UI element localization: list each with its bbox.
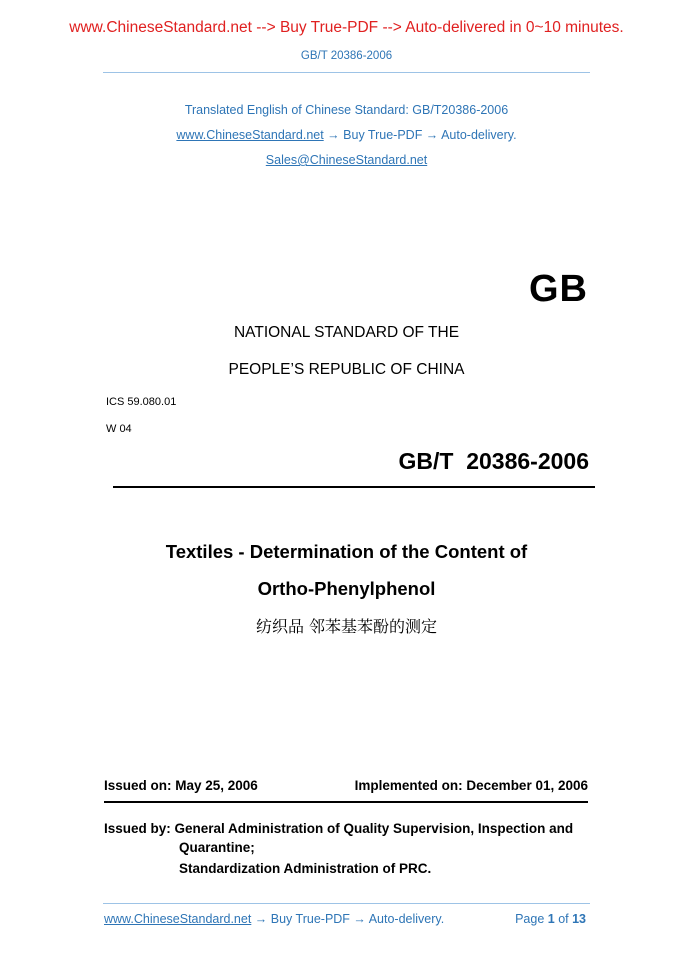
top-banner[interactable]: www.ChineseStandard.net --> Buy True-PDF --> Auto-delivered in 0~10 minutes. bbox=[69, 19, 624, 36]
page-indicator: Page 1 of 13 bbox=[515, 912, 586, 926]
footer bbox=[104, 912, 586, 926]
issued-by-block bbox=[104, 819, 604, 878]
issued-on: Issued on: May 25, 2006 bbox=[104, 778, 258, 793]
classification-code: W 04 bbox=[106, 423, 132, 435]
gb-logo: GB bbox=[529, 268, 588, 310]
translation-line: Translated English of Chinese Standard: GB/T20386-2006 bbox=[184, 103, 509, 117]
dates-rule bbox=[104, 801, 588, 803]
issued-by-line3: Standardization Administration of PRC. bbox=[179, 861, 432, 876]
email-link[interactable]: Sales@ChineseStandard.net bbox=[265, 153, 428, 167]
header-divider bbox=[103, 72, 590, 73]
title-line2: Ortho-Phenylphenol bbox=[257, 578, 436, 599]
national-standard-line1: NATIONAL STANDARD OF THE bbox=[233, 324, 460, 341]
ics-code: ICS 59.080.01 bbox=[106, 396, 177, 408]
email-line bbox=[0, 153, 693, 167]
footer-site-link[interactable]: www.ChineseStandard.net bbox=[104, 912, 252, 926]
translation-links-line bbox=[0, 128, 693, 142]
title-chinese: 纺织品 邻苯基苯酚的测定 bbox=[255, 617, 438, 636]
title-line1: Textiles - Determination of the Content of bbox=[165, 541, 528, 562]
footer-divider bbox=[103, 903, 590, 904]
header-standard-code: GB/T 20386-2006 bbox=[300, 50, 393, 62]
implemented-on: Implemented on: December 01, 2006 bbox=[354, 778, 588, 793]
dates-row bbox=[104, 778, 588, 793]
standard-number-rule bbox=[113, 486, 595, 488]
issued-by-line2: Quarantine; bbox=[179, 840, 255, 855]
page-total: 13 bbox=[572, 912, 586, 926]
site-link[interactable]: www.ChineseStandard.net bbox=[176, 128, 324, 142]
footer-buy-text: → Buy True-PDF → Auto-delivery. bbox=[251, 912, 445, 926]
national-standard-line2: PEOPLE’S REPUBLIC OF CHINA bbox=[228, 361, 465, 378]
buy-text: → Buy True-PDF → Auto-delivery. bbox=[323, 128, 517, 142]
issued-by-line1: Issued by: General Administration of Quality Supervision, Inspection and bbox=[104, 821, 574, 836]
page-number: 1 bbox=[547, 912, 555, 926]
standard-number: GB/T 20386-2006 bbox=[398, 448, 589, 474]
